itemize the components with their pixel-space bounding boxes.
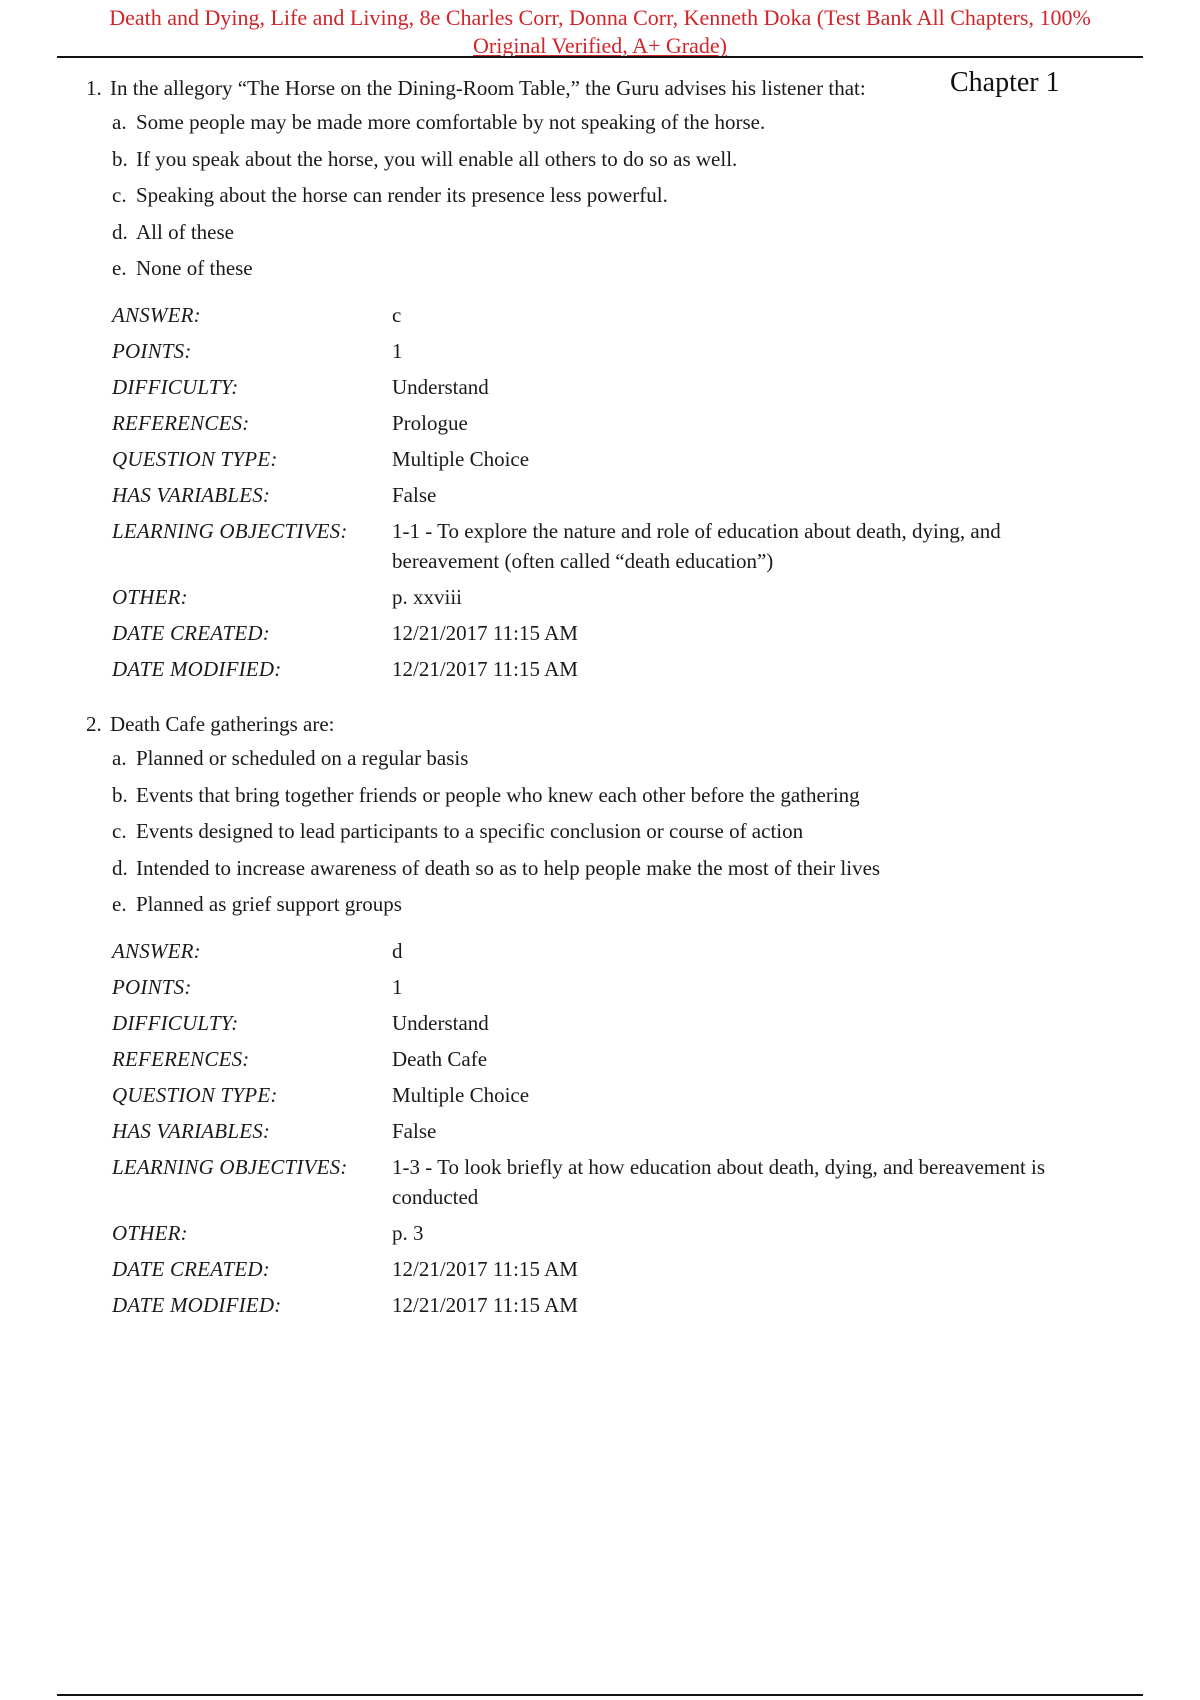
meta-key: OTHER: bbox=[112, 585, 188, 609]
meta-row-has-variables bbox=[112, 1116, 1112, 1152]
meta-row-other bbox=[112, 582, 1112, 618]
option-e bbox=[112, 890, 1126, 918]
meta-value: c bbox=[392, 303, 402, 327]
question-stem bbox=[86, 710, 1126, 738]
option-a bbox=[112, 744, 1126, 772]
option-text: Planned or scheduled on a regular basis bbox=[136, 746, 469, 770]
meta-value: Understand bbox=[392, 375, 489, 399]
answer-options bbox=[112, 744, 1126, 918]
meta-row-date-created bbox=[112, 1254, 1112, 1290]
meta-key: ANSWER: bbox=[112, 939, 201, 963]
meta-key: DATE MODIFIED: bbox=[112, 657, 282, 681]
meta-row-learning-objectives bbox=[112, 516, 1112, 582]
question-text: In the allegory “The Horse on the Dining-Room Table,” the Guru advises his listener that: bbox=[110, 76, 866, 100]
meta-value: 1-1 - To explore the nature and role of education about death, dying, and bereavement (often called “death education”) bbox=[392, 519, 1001, 573]
meta-key: DIFFICULTY: bbox=[112, 375, 239, 399]
meta-key: HAS VARIABLES: bbox=[112, 1119, 271, 1143]
option-letter: d. bbox=[112, 855, 128, 880]
option-text: If you speak about the horse, you will enable all others to do so as well. bbox=[136, 146, 738, 171]
meta-value: 1-3 - To look briefly at how education about death, dying, and bereavement is conducted bbox=[392, 1155, 1046, 1209]
option-text: Intended to increase awareness of death so as to help people make the most of their lives bbox=[136, 855, 881, 880]
option-a bbox=[112, 108, 1126, 136]
meta-row-references bbox=[112, 1044, 1112, 1080]
meta-key: POINTS: bbox=[112, 975, 192, 999]
meta-value: p. 3 bbox=[392, 1221, 424, 1245]
question-2 bbox=[86, 710, 1126, 1326]
meta-value: 12/21/2017 11:15 AM bbox=[392, 1257, 578, 1281]
option-text: Events designed to lead participants to a specific conclusion or course of action bbox=[136, 819, 804, 843]
question-text: Death Cafe gatherings are: bbox=[110, 712, 335, 736]
meta-row-difficulty bbox=[112, 372, 1112, 408]
meta-row-difficulty bbox=[112, 1008, 1112, 1044]
question-metadata bbox=[112, 936, 1112, 1326]
header-title-line-2: Original Verified, A+ Grade) bbox=[473, 33, 727, 58]
meta-value: False bbox=[392, 1119, 437, 1143]
option-letter: e. bbox=[112, 892, 127, 916]
meta-key: QUESTION TYPE: bbox=[112, 1083, 278, 1107]
meta-value: 12/21/2017 11:15 AM bbox=[392, 1293, 578, 1317]
meta-key: DIFFICULTY: bbox=[112, 1011, 239, 1035]
option-text: Speaking about the horse can render its presence less powerful. bbox=[136, 183, 668, 207]
meta-key: POINTS: bbox=[112, 339, 192, 363]
meta-key: DATE CREATED: bbox=[112, 621, 270, 645]
option-text: None of these bbox=[136, 256, 253, 280]
question-number: 2. bbox=[86, 712, 102, 736]
header-title-line-1: Death and Dying, Life and Living, 8e Charles Corr, Donna Corr, Kenneth Doka (Test Bank All Chapters, 100% bbox=[109, 5, 1091, 30]
meta-key: OTHER: bbox=[112, 1221, 188, 1245]
option-text: All of these bbox=[136, 219, 234, 244]
meta-value: Prologue bbox=[392, 411, 468, 435]
meta-row-points bbox=[112, 972, 1112, 1008]
option-text: Planned as grief support groups bbox=[136, 892, 402, 916]
meta-key: REFERENCES: bbox=[112, 1047, 250, 1071]
meta-row-references bbox=[112, 408, 1112, 444]
meta-key: DATE MODIFIED: bbox=[112, 1293, 282, 1317]
option-e bbox=[112, 254, 1126, 282]
option-letter: a. bbox=[112, 746, 127, 770]
document-header bbox=[58, 4, 1142, 60]
option-text: Some people may be made more comfortable by not speaking of the horse. bbox=[136, 110, 766, 134]
question-number: 1. bbox=[86, 76, 102, 100]
meta-value: False bbox=[392, 483, 437, 507]
meta-value: Multiple Choice bbox=[392, 447, 530, 471]
meta-row-other bbox=[112, 1218, 1112, 1254]
footer-divider bbox=[57, 1694, 1143, 1696]
option-b bbox=[112, 145, 1126, 173]
meta-value: Multiple Choice bbox=[392, 1083, 530, 1107]
meta-value: Death Cafe bbox=[392, 1047, 488, 1071]
meta-key: LEARNING OBJECTIVES: bbox=[112, 519, 348, 543]
meta-key: LEARNING OBJECTIVES: bbox=[112, 1155, 348, 1179]
option-c bbox=[112, 817, 1126, 845]
meta-row-points bbox=[112, 336, 1112, 372]
meta-key: DATE CREATED: bbox=[112, 1257, 270, 1281]
meta-value: 1 bbox=[392, 975, 403, 999]
meta-value: 1 bbox=[392, 339, 403, 363]
meta-row-learning-objectives bbox=[112, 1152, 1112, 1218]
question-stem bbox=[86, 74, 1126, 102]
option-letter: a. bbox=[112, 110, 127, 134]
option-b bbox=[112, 781, 1126, 809]
option-text: Events that bring together friends or people who knew each other before the gathering bbox=[136, 782, 860, 807]
header-divider bbox=[57, 56, 1143, 58]
chapter-label: Chapter 1 bbox=[950, 67, 1060, 98]
meta-row-date-created bbox=[112, 618, 1112, 654]
meta-value: Understand bbox=[392, 1011, 489, 1035]
meta-key: QUESTION TYPE: bbox=[112, 447, 278, 471]
option-letter: b. bbox=[112, 782, 128, 807]
meta-row-answer bbox=[112, 300, 1112, 336]
meta-row-date-modified bbox=[112, 1290, 1112, 1326]
meta-key: REFERENCES: bbox=[112, 411, 250, 435]
question-1 bbox=[86, 74, 1126, 690]
meta-value: 12/21/2017 11:15 AM bbox=[392, 621, 578, 645]
option-d bbox=[112, 218, 1126, 246]
option-letter: c. bbox=[112, 183, 127, 207]
question-metadata bbox=[112, 300, 1112, 690]
meta-key: ANSWER: bbox=[112, 303, 201, 327]
option-d bbox=[112, 854, 1126, 882]
answer-options bbox=[112, 108, 1126, 282]
meta-row-question-type bbox=[112, 1080, 1112, 1116]
meta-value: p. xxviii bbox=[392, 585, 463, 609]
meta-value: d bbox=[392, 939, 403, 963]
option-letter: d. bbox=[112, 219, 128, 244]
meta-row-answer bbox=[112, 936, 1112, 972]
meta-row-question-type bbox=[112, 444, 1112, 480]
meta-row-date-modified bbox=[112, 654, 1112, 690]
option-letter: c. bbox=[112, 819, 127, 843]
option-letter: b. bbox=[112, 146, 128, 171]
option-c bbox=[112, 181, 1126, 209]
meta-row-has-variables bbox=[112, 480, 1112, 516]
meta-key: HAS VARIABLES: bbox=[112, 483, 271, 507]
meta-value: 12/21/2017 11:15 AM bbox=[392, 657, 578, 681]
option-letter: e. bbox=[112, 256, 127, 280]
